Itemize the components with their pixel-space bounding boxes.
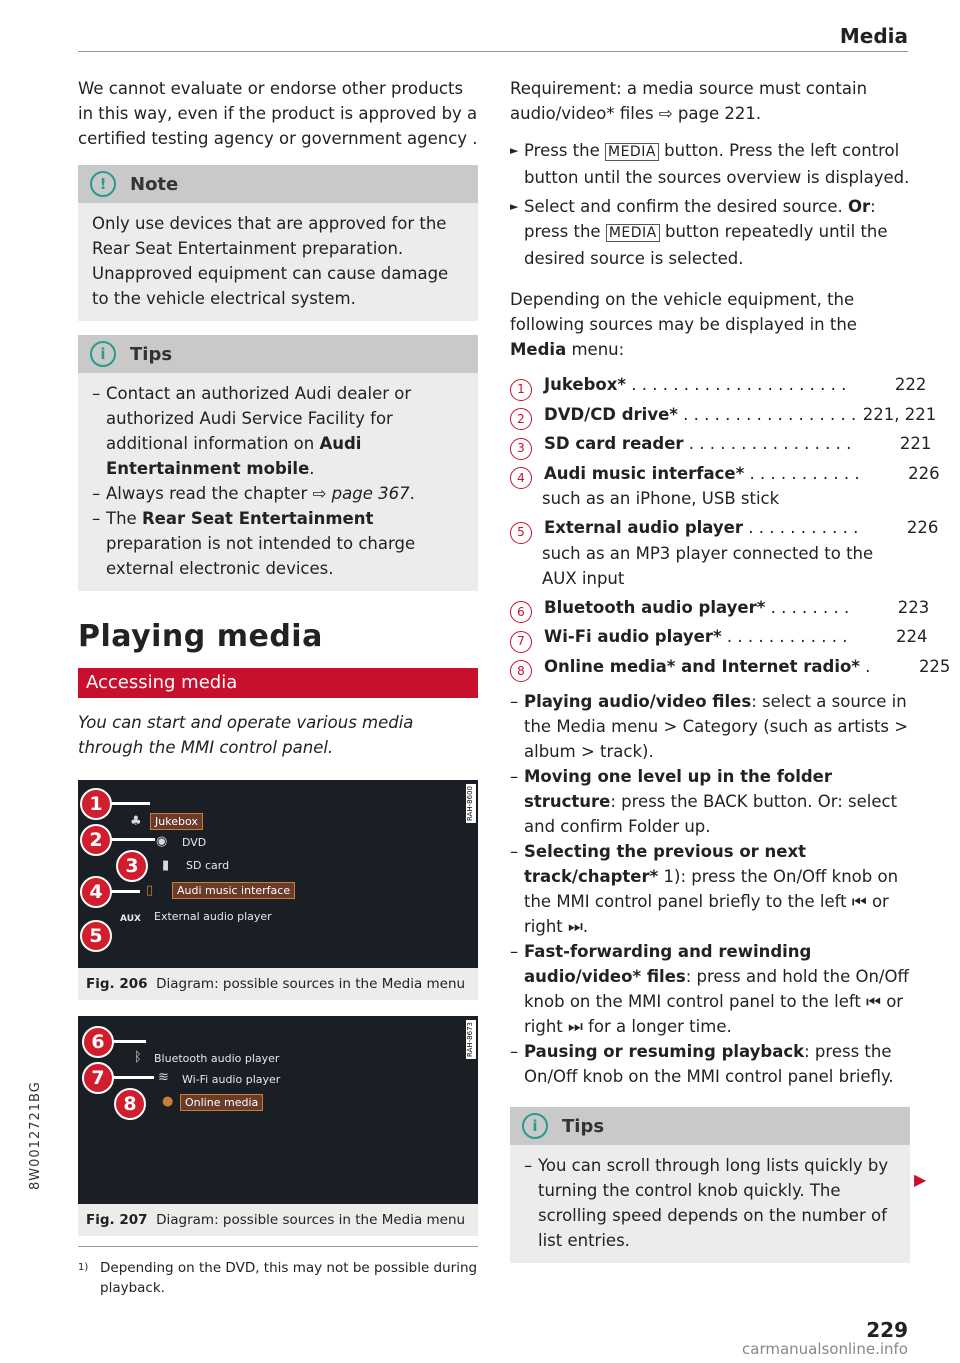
steps-list (510, 138, 910, 271)
tips-item: – The Rear Seat Entertainment preparation is not intended to charge external electronic devices. (92, 509, 416, 578)
step-item: ► Press the MEDIA button. Press the left control button until the sources overview is displayed. (510, 141, 910, 187)
note-header (78, 165, 478, 203)
source-row: 5 External audio player . . . . . . . . . . . 226 (510, 515, 910, 541)
source-row: 2 DVD/CD drive* . . . . . . . . . . . . . . . . . 221, 221 (510, 402, 910, 428)
note-text: Only use devices that are approved for the Rear Seat Entertainment preparation. Unapproved equipment can cause damage to the vehicle electrical system. (92, 214, 449, 308)
action-item: – Moving one level up in the folder structure: press the BACK button. Or: select and confirm Folder up. (510, 767, 898, 836)
footnote-rule (78, 1246, 478, 1247)
source-audi-music-interface: Audi music interface (172, 882, 295, 899)
source-subtext: such as an iPhone, USB stick (542, 489, 780, 508)
tips-title-right: Tips (562, 1115, 605, 1137)
page-header-title: Media (839, 24, 908, 48)
footnote: 1) Depending on the DVD, this may not be possible during playback. (78, 1260, 478, 1296)
figure-206 (78, 780, 478, 1000)
tips-item: – Always read the chapter ⇨ page 367. (92, 484, 415, 503)
sd-card-icon: ▮ (162, 858, 170, 873)
source-bluetooth-audio-player: Bluetooth audio player (154, 1052, 280, 1065)
figure-206-caption: Fig. 206 Diagram: possible sources in the Media menu (78, 968, 478, 1000)
callout-badge: 8 (114, 1088, 146, 1120)
media-button-label: MEDIA (605, 143, 659, 161)
continue-arrow-icon: ▶ (914, 1170, 927, 1189)
page-link[interactable]: ⇨ page 367 (312, 484, 410, 503)
figure-207 (78, 1016, 478, 1236)
callout-badge: 3 (116, 850, 148, 882)
source-row: 8 Online media* and Internet radio* . 225 (510, 654, 910, 680)
info-icon: i (90, 341, 116, 367)
action-item: – Playing audio/video files: select a source in the Media menu > Category (such as artists > album > track). (510, 692, 909, 761)
note-box (78, 165, 478, 321)
info-icon: i (522, 1113, 548, 1139)
figure-207-caption: Fig. 207 Diagram: possible sources in the Media menu (78, 1204, 478, 1236)
tips-list-right (510, 1145, 910, 1263)
source-row: 6 Bluetooth audio player* . . . . . . . . 223 (510, 595, 910, 621)
tips-list-left (78, 373, 478, 591)
exclamation-icon: ! (90, 171, 116, 197)
callout-badge: 7 (82, 1062, 114, 1094)
callout-badge: 4 (80, 876, 112, 908)
intro-paragraph: We cannot evaluate or endorse other products in this way, even if the product is approved by a certified testing agency or government agency . (78, 79, 478, 148)
online-media-icon: ● (162, 1094, 174, 1109)
callout-badge: 2 (80, 824, 112, 856)
action-item: – Fast-forwarding and rewinding audio/video* files: press and hold the On/Off knob on the MMI control panel to the left ⏮ or right ⏭ for a longer time. (510, 942, 909, 1036)
section-title: Playing media (78, 619, 323, 654)
tips-item: – You can scroll through long lists quickly by turning the control knob quickly. The scrolling speed depends on the number of list entries. (524, 1156, 889, 1250)
figure-code: RAH-8600 (466, 786, 474, 821)
figure-207-image (78, 1016, 478, 1204)
callout-badge: 1 (80, 788, 112, 820)
requirement-text: Requirement: a media source must contain audio/video* files ⇨ page 221. (510, 79, 868, 123)
source-dvd: DVD (182, 836, 207, 849)
note-title: Note (130, 173, 179, 195)
subsection-bar: Accessing media (78, 668, 478, 698)
source-row: 1 Jukebox* . . . . . . . . . . . . . . . . . . . . . 222 (510, 372, 910, 398)
source-external-audio-player: External audio player (154, 910, 272, 923)
tips-header-right (510, 1107, 910, 1145)
action-item: – Selecting the previous or next track/chapter* 1): press the On/Off knob on the MMI control panel briefly to the left ⏮ or right ⏭. (510, 842, 899, 936)
tips-header-left (78, 335, 478, 373)
callout-badge: 6 (82, 1026, 114, 1058)
step-item: ► Select and confirm the desired source. Or: press the MEDIA button repeatedly until the desired source is selected. (510, 197, 888, 268)
page-number: 229 (866, 1318, 908, 1342)
document-code: 8W0012721BG (28, 1081, 43, 1190)
aux-label: AUX (120, 914, 141, 924)
wifi-icon: ≋ (158, 1070, 169, 1085)
watermark: carmanualsonline.info (742, 1340, 908, 1358)
actions-list (510, 689, 910, 1089)
action-item: – Pausing or resuming playback: press the On/Off knob on the MMI control panel briefly. (510, 1042, 894, 1086)
figure-206-image (78, 780, 478, 968)
sources-list (510, 372, 951, 679)
tips-title-left: Tips (130, 343, 173, 365)
bluetooth-icon: ᛒ (134, 1050, 142, 1065)
disc-icon: ◉ (156, 834, 168, 849)
depending-text: Depending on the vehicle equipment, the following sources may be displayed in the Media menu: (510, 290, 857, 359)
music-interface-icon: ▯ (146, 883, 154, 898)
header-rule (78, 51, 908, 52)
media-button-label: MEDIA (606, 224, 660, 242)
left-column (78, 76, 478, 1236)
figure-code: RAH-8673 (466, 1022, 474, 1057)
subsection-intro: You can start and operate various media through the MMI control panel. (78, 713, 414, 757)
tips-item: – Contact an authorized Audi dealer or authorized Audi Service Facility for additional information on Audi Entertainment mobile. (92, 384, 412, 478)
source-row: 7 Wi-Fi audio player* . . . . . . . . . . . . 224 (510, 624, 910, 650)
source-subtext: such as an MP3 player connected to the AUX input (542, 543, 874, 588)
jukebox-icon: ♣ (130, 814, 142, 829)
tips-box-left (78, 335, 478, 591)
source-online-media: Online media (180, 1094, 263, 1111)
source-row: 4 Audi music interface* . . . . . . . . . . . 226 (510, 461, 910, 487)
source-row: 3 SD card reader . . . . . . . . . . . . . . . . 221 (510, 431, 910, 457)
right-column (510, 76, 951, 1263)
source-jukebox: Jukebox (150, 813, 203, 830)
tips-box-right (510, 1107, 910, 1263)
callout-badge: 5 (80, 920, 112, 952)
source-wifi-audio-player: Wi-Fi audio player (182, 1073, 281, 1086)
source-sd-card: SD card (186, 859, 230, 872)
